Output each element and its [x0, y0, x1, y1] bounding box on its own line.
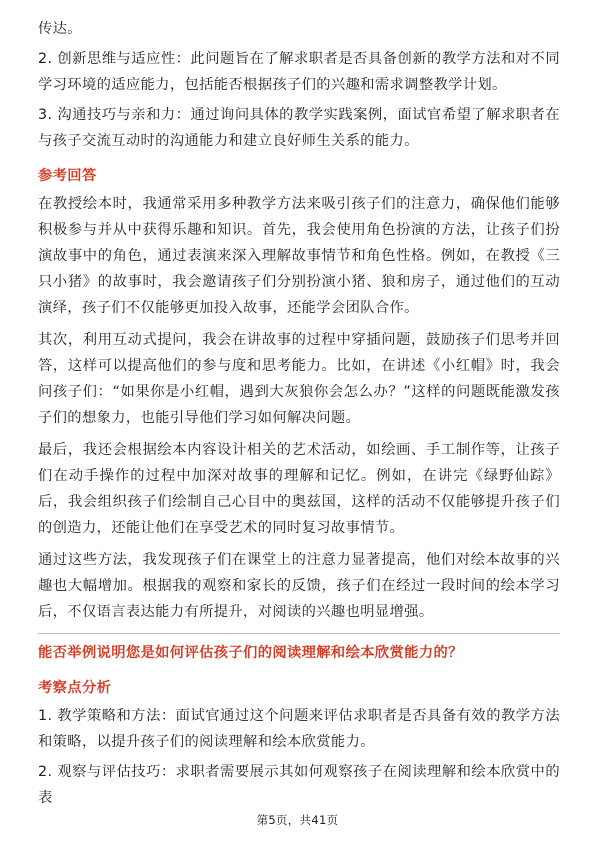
- analysis-heading: 考察点分析: [38, 680, 112, 696]
- analysis-point-2-next: 2. 观察与评估技巧：求职者需要展示其如何观察孩子在阅读理解和绘本欣赏中的表: [38, 764, 560, 806]
- answer-paragraph-3: 最后，我还会根据绘本内容设计相关的艺术活动，如绘画、手工制作等，让孩子们在动手操作的过程中加深对故事的理解和记忆。例如，在讲完《绿野仙踪》后，我会组织孩子们绘制自己心目中的奥兹国，这样的活动不仅能够提升孩子们的创造力，还能让他们在享受艺术的同时复习故事情节。: [38, 442, 560, 536]
- section-divider: [38, 633, 560, 634]
- page-content: [38, 16, 560, 815]
- continuation-text: 传达。: [38, 21, 82, 37]
- analysis-point-1: 1. 教学策略和方法：面试官通过这个问题来评估求职者是否具备有效的教学方法和策略，以提升孩子们的阅读理解和绘本欣赏能力。: [38, 708, 560, 750]
- reference-answer-heading: 参考回答: [38, 168, 97, 184]
- answer-paragraph-2: 其次，利用互动式提问，我会在讲故事的过程中穿插问题，鼓励孩子们思考并回答，这样可以提高他们的参与度和思考能力。比如，在讲述《小红帽》时，我会问孩子们：“如果你是小红帽，遇到大灰狼你会怎么办？”这样的问题既能激发孩子们的想象力，也能引导他们学习如何解决问题。: [38, 332, 560, 426]
- question-title: 能否举例说明您是如何评估孩子们的阅读理解和绘本欣赏能力的？: [38, 645, 463, 661]
- answer-paragraph-4: 通过这些方法，我发现孩子们在课堂上的注意力显著提高，他们对绘本故事的兴趣也大幅增加。根据我的观察和家长的反馈，孩子们在经过一段时间的绘本学习后，不仅语言表达能力有所提升，对阅读的兴趣也明显增强。: [38, 552, 560, 620]
- answer-paragraph-1: 在教授绘本时，我通常采用多种教学方法来吸引孩子们的注意力，确保他们能够积极参与并从中获得乐趣和知识。首先，我会使用角色扮演的方法，让孩子们扮演故事中的角色，通过表演来深入理解故事情节和角色性格。例如，在教授《三只小猪》的故事时，我会邀请孩子们分别扮演小猪、狼和房子，通过他们的互动演绎，孩子们不仅能够更加投入故事，还能学会团队合作。: [38, 196, 560, 316]
- page-number: 第5页，共41页: [256, 813, 339, 827]
- analysis-point-2: 2. 创新思维与适应性：此问题旨在了解求职者是否具备创新的教学方法和对不同学习环境的适应能力，包括能否根据孩子们的兴趣和需求调整教学计划。: [38, 51, 560, 93]
- analysis-point-3: 3. 沟通技巧与亲和力：通过询问具体的教学实践案例，面试官希望了解求职者在与孩子交流互动时的沟通能力和建立良好师生关系的能力。: [38, 107, 560, 149]
